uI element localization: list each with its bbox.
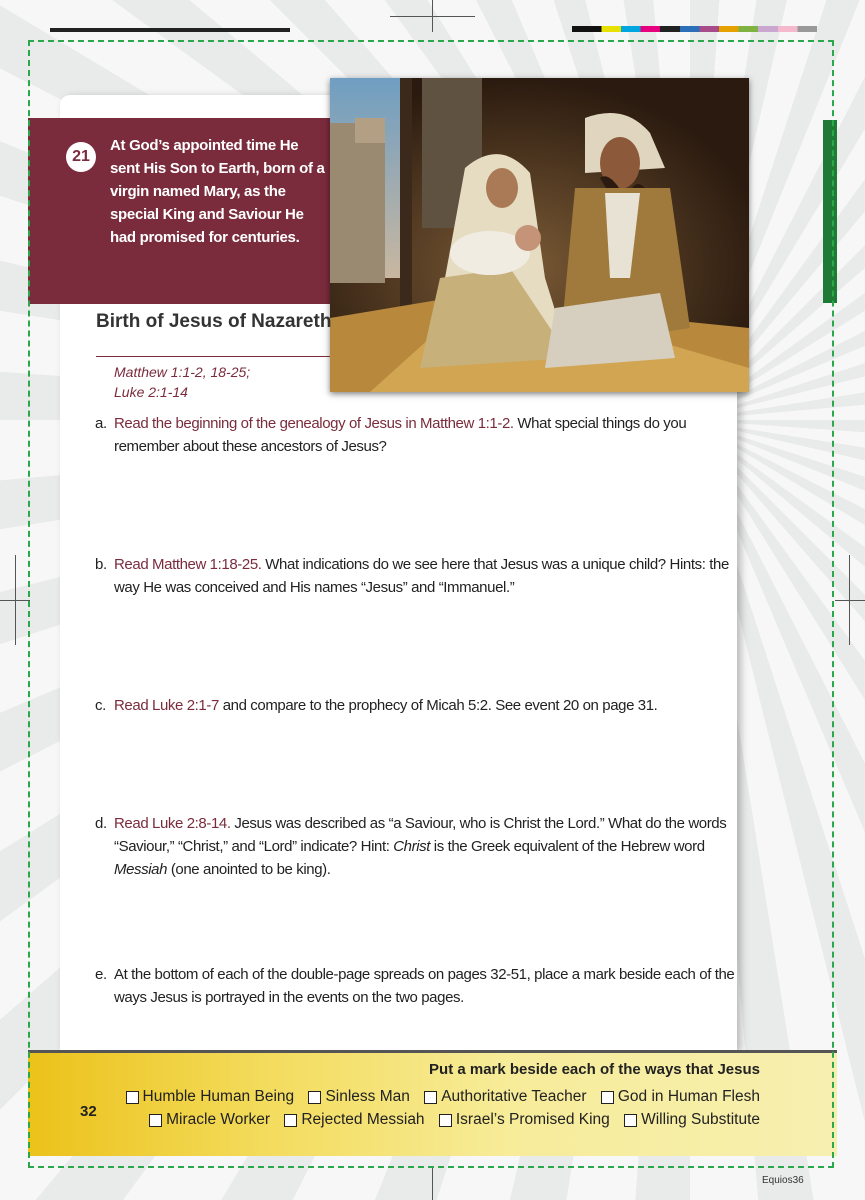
question-letter: c. — [95, 697, 106, 714]
question-text: and compare to the prophecy of Micah 5:2. See event 20 on page 31. — [218, 697, 658, 714]
checklist-heading: Put a mark beside each of the ways that Jesus — [429, 1061, 760, 1078]
checklist-item[interactable]: Sinless Man — [308, 1088, 409, 1106]
bible-reference: Read Luke 2:1-7 — [114, 697, 219, 714]
color-calibration-strip — [572, 26, 817, 32]
checklist-item[interactable]: Authoritative Teacher — [424, 1088, 586, 1106]
question-letter: b. — [95, 556, 107, 573]
checklist-item[interactable]: Willing Substitute — [624, 1111, 760, 1129]
event-description: At God’s appointed time He sent His Son to Earth, born of a virgin named Mary, as the special King and Saviour He had promised for centuries. — [110, 137, 325, 246]
scripture-line: Luke 2:1-14 — [114, 384, 188, 400]
crop-mark — [390, 16, 475, 17]
question-text: What special things do you remember about these ancestors of Jesus? — [114, 415, 687, 455]
page-number: 32 — [80, 1103, 97, 1120]
checklist-item[interactable]: Miracle Worker — [149, 1111, 270, 1129]
trim-guide — [28, 40, 834, 1168]
checklist-item[interactable]: Rejected Messiah — [284, 1111, 424, 1129]
crop-mark — [432, 1168, 433, 1200]
question-term: Messiah — [114, 861, 168, 878]
question-text: Jesus was described as “a Saviour, who is Christ the Lord.” What do the words “Saviour,” “Christ,” and “Lord” indicate? Hint: — [114, 815, 727, 855]
bible-reference: Read the beginning of the genealogy of Jesus in Matthew 1:1-2. — [114, 415, 514, 432]
checklist-item[interactable]: Israel’s Promised King — [439, 1111, 610, 1129]
bible-reference: Read Matthew 1:18-25. — [114, 556, 262, 573]
crop-mark — [835, 600, 865, 601]
question-letter: a. — [95, 415, 107, 432]
crop-mark — [849, 555, 850, 645]
event-number-badge: 21 — [66, 142, 96, 172]
section-title: Birth of Jesus of Nazareth — [96, 311, 332, 332]
credit-label: Equios36 — [762, 1175, 804, 1186]
checklist-item[interactable]: God in Human Flesh — [601, 1088, 760, 1106]
question-letter: e. — [95, 966, 107, 983]
crop-mark — [15, 555, 16, 645]
question-text: (one anointed to be king). — [167, 861, 331, 878]
question-term: Christ — [393, 838, 431, 855]
checklist-item[interactable]: Humble Human Being — [126, 1088, 295, 1106]
print-bar — [50, 28, 290, 32]
question-letter: d. — [95, 815, 107, 832]
question-text: is the Greek equivalent of the Hebrew word — [430, 838, 705, 855]
question-text: At the bottom of each of the double-page spreads on pages 32-51, place a mark beside each of the ways Jesus is portrayed in the events on the two pages. — [114, 966, 735, 1006]
question-text: What indications do we see here that Jesus was a unique child? Hints: the way He was conceived and His names “Jesus” and “Immanuel.” — [114, 556, 729, 596]
bible-reference: Read Luke 2:8-14. — [114, 815, 231, 832]
scripture-line: Matthew 1:1-2, 18-25; — [114, 364, 251, 380]
